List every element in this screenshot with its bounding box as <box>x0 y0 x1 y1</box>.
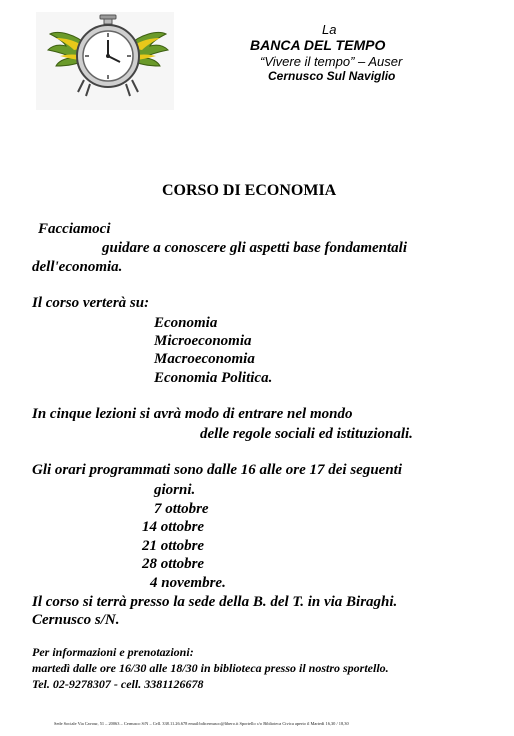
info-line-3: Tel. 02-9278307 - cell. 3381126678 <box>32 677 204 691</box>
intro-line-2: guidare a conoscere gli aspetti base fondamentali <box>102 240 407 256</box>
venue-line-2: Cernusco s/N. <box>32 612 120 628</box>
schedule-line-1: Gli orari programmati sono dalle 16 alle ore 17 dei seguenti <box>32 462 403 478</box>
lessons-line-2: delle regole sociali ed istituzionali. <box>200 426 413 442</box>
org-name: BANCA DEL TEMPO <box>250 37 386 53</box>
venue-line-1: Il corso si terrà presso la sede della B. del T. in via Biraghi. <box>32 594 398 610</box>
info-line-1: Per informazioni e prenotazioni: <box>32 645 194 659</box>
schedule-line-2: giorni. <box>154 482 196 498</box>
header-la: La <box>322 22 337 37</box>
lessons-line-1: In cinque lezioni si avrà modo di entrare nel mondo <box>32 406 353 422</box>
schedule-date: 21 ottobre <box>142 538 205 554</box>
schedule-date: 4 novembre. <box>150 575 226 591</box>
org-motto: “Vivere il tempo” – Auser <box>260 54 403 69</box>
logo <box>36 12 174 110</box>
intro-line-3: dell'economia. <box>32 259 123 275</box>
topics-heading: Il corso verterà su: <box>32 295 150 311</box>
intro-line-1: Facciamoci <box>38 221 111 237</box>
topic-item: Microeconomia <box>154 333 252 349</box>
topic-item: Economia Politica. <box>154 370 273 386</box>
footer-text: Sede Sociale Via Cavour, 51 – 20063 – Cernusco S/N – Cell. 338.11.26.678 email:bdtcernusco@libero.it Sportello c/o Biblioteca Civica aperto il Martedì 16,30 / 18,30 <box>54 721 349 726</box>
org-city: Cernusco Sul Naviglio <box>268 69 396 83</box>
info-line-2: martedì dalle ore 16/30 alle 18/30 in biblioteca presso il nostro sportello. <box>32 661 389 675</box>
winged-clock-icon <box>36 12 174 110</box>
topic-item: Macroeconomia <box>154 351 255 367</box>
topic-item: Economia <box>154 315 218 331</box>
schedule-date: 7 ottobre <box>154 501 209 517</box>
schedule-date: 28 ottobre <box>142 556 205 572</box>
page-title: CORSO DI ECONOMIA <box>162 182 337 199</box>
schedule-date: 14 ottobre <box>142 519 205 535</box>
